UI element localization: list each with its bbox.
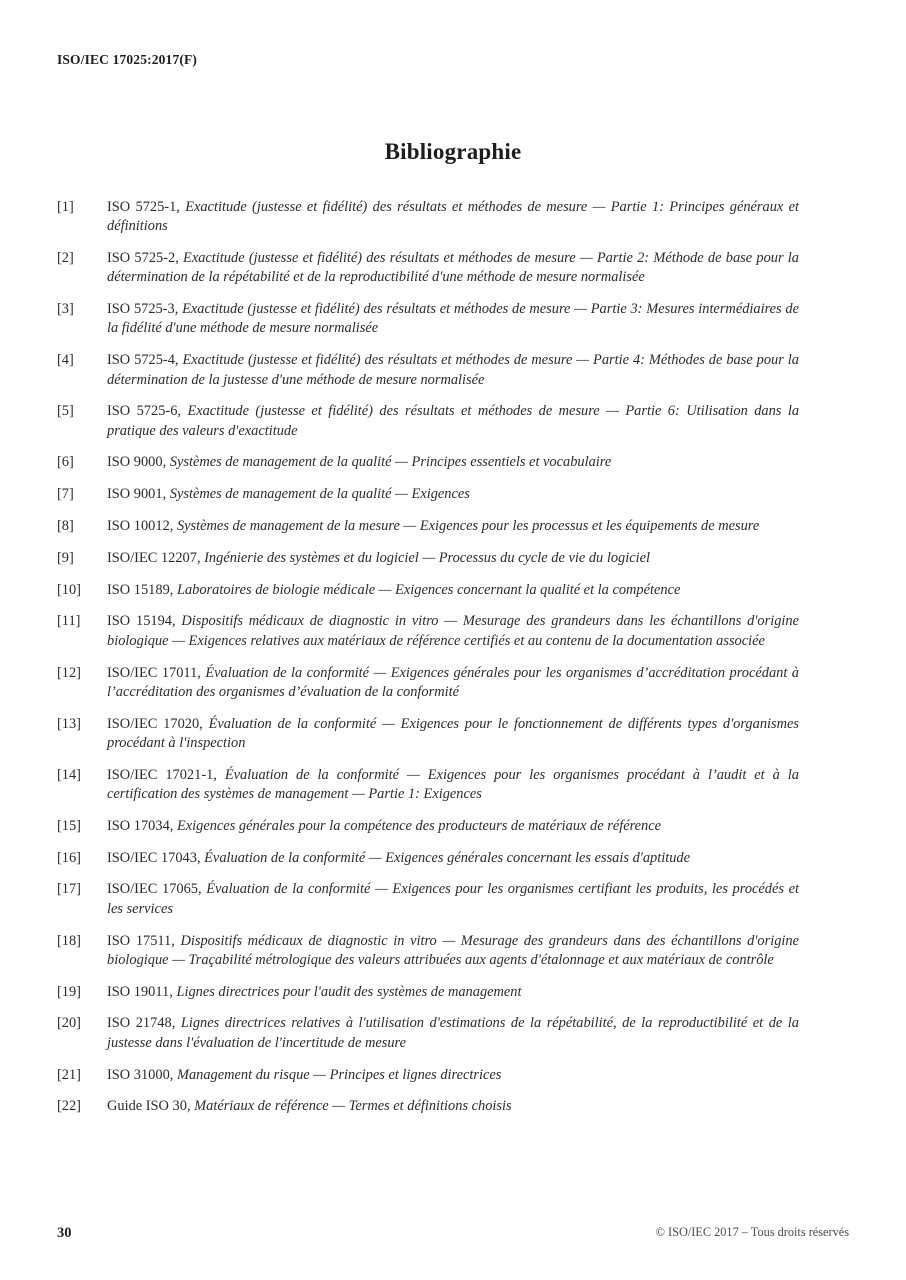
bibliography-entry-standard-id: ISO 15189, [107,581,177,598]
bibliography-entry-standard-id: ISO 5725-3, [107,301,183,318]
bibliography-entry-standard-id: ISO/IEC 17065, [107,881,207,898]
bibliography-entry-number: [6] [57,454,74,471]
bibliography-entry-title: Évaluation de la conformité — Exigences pour les organismes procédant à l’audit et à la certification des systèmes de management — Partie 1: Exigences [107,766,800,803]
copyright-notice: © ISO/IEC 2017 – Tous droits réservés [655,1225,849,1239]
bibliography-entry-title: Évaluation de la conformité — Exigences pour le fonctionnement de différents types d'organismes procédant à l'inspection [107,715,799,751]
bibliography-entry-title: Matériaux de référence — Termes et définitions choisis [194,1098,512,1115]
bibliography-entry-standard-id: ISO 5725-1, [107,199,186,215]
bibliography-entry-body [107,932,799,971]
bibliography-entry-number: [7] [57,486,74,503]
bibliography-entry-body [107,664,799,703]
bibliography-entry-title: Management du risque — Principes et lignes directrices [176,1066,502,1083]
bibliography-entry-number: [1] [57,199,74,215]
bibliography-entry-title: Systèmes de management de la qualité — Exigences [169,486,470,503]
bibliography-entry [57,612,799,651]
bibliography-entry-standard-id: ISO 15194, [107,613,182,630]
bibliography-entry-body [107,351,799,390]
bibliography-entry-title: Évaluation de la conformité — Exigences pour les organismes certifiant les produits, les procédés et les services [107,881,799,917]
bibliography-entry-title: Exactitude (justesse et fidélité) des résultats et méthodes de mesure — Partie 2: Méthode de base pour la détermination de la répétabilité et de la reproductibilité d'une méthode de mesure normalisée [107,250,799,286]
bibliography-entry-body [107,880,799,919]
bibliography-entry-standard-id: ISO 17034, [107,817,177,834]
bibliography-entry-number: [12] [57,664,81,681]
bibliography-entry [57,581,799,600]
bibliography-entry-title: Évaluation de la conformité — Exigences générales concernant les essais d'aptitude [204,849,691,866]
bibliography-entry-number: [4] [57,352,74,369]
bibliography-entry-body [107,581,799,600]
bibliography-entry [57,664,799,703]
bibliography-entry-title: Systèmes de management de la mesure — Exigences pour les processus et les équipements de mesure [176,518,760,535]
bibliography-entry [57,549,799,568]
bibliography-entry-number: [11] [57,613,81,630]
bibliography-entry-number: [19] [57,983,81,1000]
bibliography-entry-standard-id: ISO 5725-4, [107,352,183,369]
bibliography-entry-standard-id: ISO 10012, [107,518,177,535]
running-header-standard-ref: ISO/IEC 17025:2017(F) [57,52,198,67]
bibliography-entry-body [107,766,799,805]
bibliography-entry [57,300,799,339]
bibliography-entry-standard-id: Guide ISO 30, [107,1098,195,1115]
bibliography-entry-number: [8] [57,518,74,535]
bibliography-entry [57,249,799,288]
bibliography-entry [57,517,799,536]
bibliography-entry [57,1097,799,1116]
bibliography-entry-body [107,198,799,237]
bibliography-entry [57,198,799,237]
bibliography-entry [57,1014,799,1053]
bibliography-entry-title: Exactitude (justesse et fidélité) des résultats et méthodes de mesure — Partie 4: Méthodes de base pour la détermination de la justesse d'une méthode de mesure normalisée [107,352,799,388]
bibliography-entry-standard-id: ISO/IEC 17043, [107,849,205,866]
bibliography-entry [57,932,799,971]
bibliography-entry-title: Lignes directrices relatives à l'utilisation d'estimations de la répétabilité, de la reproductibilité et de la justesse dans l'évaluation de l'incertitude de mesure [107,1015,799,1051]
bibliography-entry-body [107,983,799,1002]
bibliography-entry-body [107,1066,799,1085]
bibliography-entry-number: [3] [57,301,74,318]
bibliography-entry-standard-id: ISO 17511, [107,932,181,949]
bibliography-entry-standard-id: ISO 9001, [107,486,170,503]
bibliography-entry-title: Exactitude (justesse et fidélité) des résultats et méthodes de mesure — Partie 6: Utilisation dans la pratique des valeurs d'exactitude [107,403,800,439]
bibliography-entry [57,817,799,836]
page-title: Bibliographie [384,139,522,165]
bibliography-entry [57,1066,799,1085]
bibliography-entry-number: [20] [57,1015,81,1032]
bibliography-entry-standard-id: ISO 5725-6, [107,403,188,420]
bibliography-entry-number: [18] [57,932,81,949]
bibliography-entry [57,766,799,805]
bibliography-entry-title: Exactitude (justesse et fidélité) des résultats et méthodes de mesure — Partie 1: Principes généraux et définitions [107,199,800,235]
bibliography-entry-number: [9] [57,549,74,566]
bibliography-entry-body [107,1014,799,1053]
bibliography-entry [57,402,799,441]
bibliography-entry-body [107,849,799,868]
bibliography-entry-number: [5] [57,403,74,420]
bibliography-entry-body [107,817,799,836]
bibliography-entry [57,880,799,919]
bibliography-entry-body [107,549,799,568]
page-number: 30 [57,1225,72,1241]
bibliography-entry-number: [10] [57,581,81,598]
bibliography-entry-body [107,715,799,754]
bibliography-entry-body [107,402,799,441]
bibliography-entry-title: Lignes directrices pour l'audit des systèmes de management [176,983,522,1000]
bibliography-entry-standard-id: ISO 21748, [107,1015,181,1032]
bibliography-entry-title: Évaluation de la conformité — Exigences générales pour les organismes d’accréditation procédant à l’accréditation des organismes d’évaluation de la conformité [107,664,799,700]
bibliography-entry-standard-id: ISO/IEC 17020, [107,715,209,732]
bibliography-entry-title: Exactitude (justesse et fidélité) des résultats et méthodes de mesure — Partie 3: Mesures intermédiaires de la fidélité d'une méthode de mesure normalisée [107,301,799,337]
bibliography-entry-number: [14] [57,766,81,783]
bibliography-entry-title: Dispositifs médicaux de diagnostic in vitro — Mesurage des grandeurs dans des échantillons d'origine biologique — Traçabilité métrologique des valeurs attribuées aux agents d'étalonnage et aux matériaux de contrôle [107,932,799,968]
bibliography-entry-number: [13] [57,715,81,732]
bibliography-entry [57,351,799,390]
bibliography-entry-standard-id: ISO 9000, [107,454,170,471]
bibliography-entry-standard-id: ISO 19011, [107,983,177,1000]
bibliography-entry-body [107,249,799,288]
bibliography-entry-body [107,485,799,504]
bibliography-entry-standard-id: ISO/IEC 12207, [107,549,205,566]
bibliography-entry-number: [22] [57,1098,81,1115]
bibliography-entry-number: [21] [57,1066,81,1083]
bibliography-entry-title: Ingénierie des systèmes et du logiciel — Processus du cycle de vie du logiciel [204,549,650,566]
bibliography-entry-body [107,453,799,472]
bibliography-entry-title: Laboratoires de biologie médicale — Exigences concernant la qualité et la compétence [176,581,681,598]
bibliography-entry-body [107,517,799,536]
bibliography-entry-body [107,300,799,339]
bibliography-entry [57,485,799,504]
bibliography-entry-standard-id: ISO/IEC 17011, [107,664,206,681]
bibliography-entry-title: Exigences générales pour la compétence des producteurs de matériaux de référence [176,817,662,834]
bibliography-entry-standard-id: ISO 5725-2, [107,250,184,267]
bibliography-entry-number: [2] [57,250,74,267]
bibliography-list [57,198,799,1117]
bibliography-entry-standard-id: ISO/IEC 17021-1, [107,766,225,783]
bibliography-entry-number: [15] [57,817,81,834]
bibliography-entry [57,849,799,868]
bibliography-entry-title: Systèmes de management de la qualité — Principes essentiels et vocabulaire [169,454,612,471]
bibliography-entry-body [107,612,799,651]
bibliography-entry [57,983,799,1002]
bibliography-entry-standard-id: ISO 31000, [107,1066,177,1083]
bibliography-entry [57,453,799,472]
bibliography-entry-body [107,1097,799,1116]
bibliography-entry-title: Dispositifs médicaux de diagnostic in vitro — Mesurage des grandeurs dans les échantillons d'origine biologique — Exigences relatives aux matériaux de référence certifiés et au contenu de la documentation associée [107,613,799,649]
bibliography-entry-number: [16] [57,849,81,866]
bibliography-entry-number: [17] [57,881,81,898]
bibliography-entry [57,715,799,754]
